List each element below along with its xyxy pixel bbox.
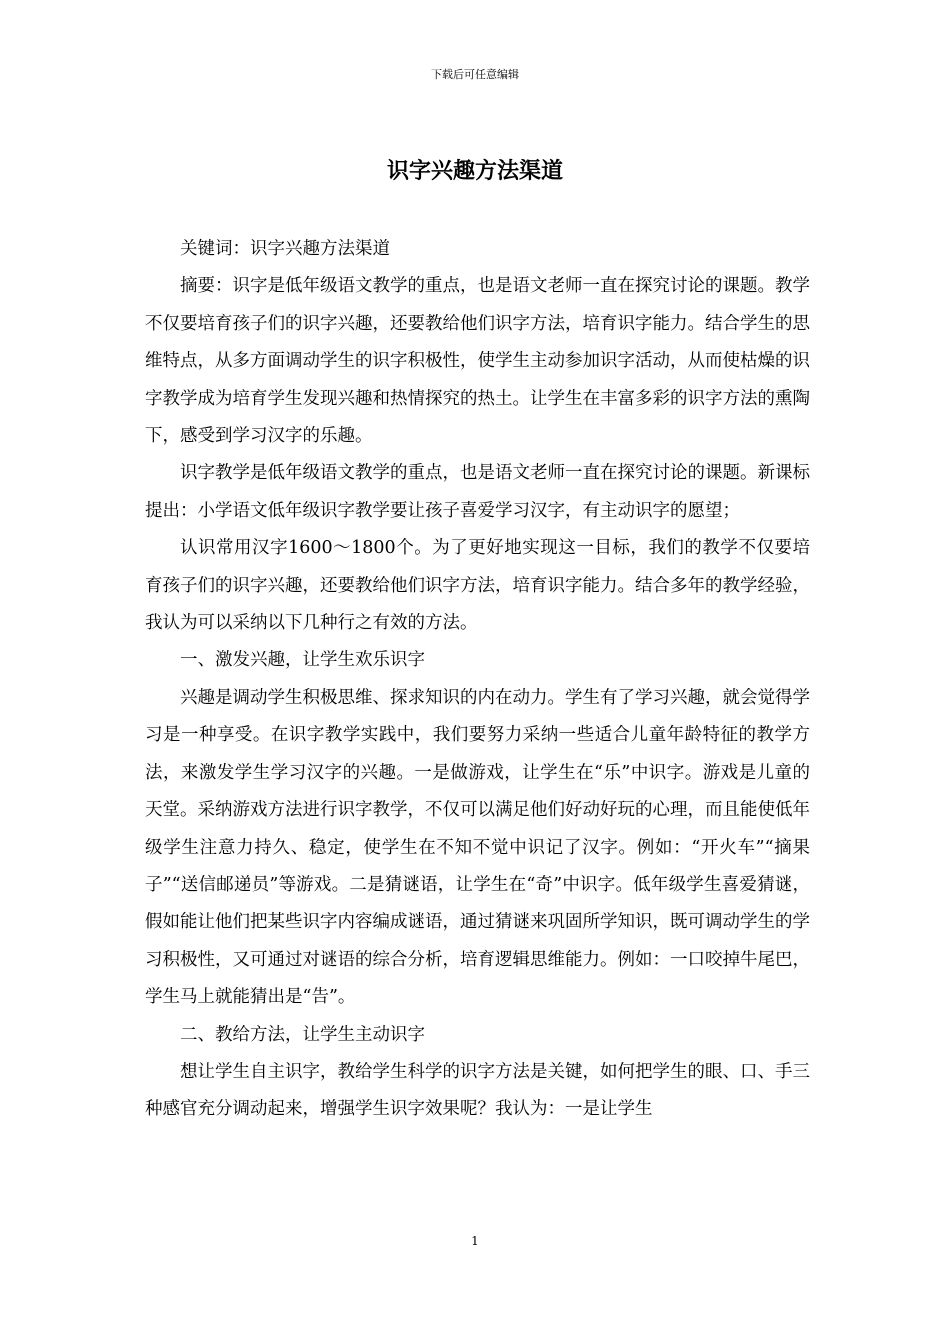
abstract-paragraph: 摘要：识字是低年级语文教学的重点，也是语文老师一直在探究讨论的课题。教学不仅要培育孩子们的识字兴趣，还要教给他们识字方法，培育识字能力。结合学生的思维特点，从多方面调动学生的识字积极性，使学生主动参加识字活动，从而使枯燥的识字教学成为培育学生发现兴趣和热情探究的热土。让学生在丰富多彩的识字方法的熏陶下，感受到学习汉字的乐趣。 xyxy=(145,276,810,447)
body-paragraph: 识字教学是低年级语文教学的重点，也是语文老师一直在探究讨论的课题。新课标提出：小学语文低年级识字教学要让孩子喜爱学习汉字，有主动识字的愿望； xyxy=(145,463,810,521)
section-heading: 一、激发兴趣，让学生欢乐识字 xyxy=(180,650,425,671)
document-body xyxy=(145,231,810,1129)
body-paragraph: 认识常用汉字1600～1800个。为了更好地实现这一目标，我们的教学不仅要培育孩子们的识字兴趣，还要教给他们识字方法，培育识字能力。结合多年的教学经验，我认为可以采纳以下几种行之有效的方法。 xyxy=(145,538,810,634)
page-header: 下载后可任意编辑 xyxy=(431,68,519,81)
body-paragraph: 兴趣是调动学生积极思维、探求知识的内在动力。学生有了学习兴趣，就会觉得学习是一种享受。在识字教学实践中，我们要努力采纳一些适合儿童年龄特征的教学方法，来激发学生学习汉字的兴趣。一是做游戏，让学生在“乐”中识字。游戏是儿童的天堂。采纳游戏方法进行识字教学，不仅可以满足他们好动好玩的心理，而且能使低年级学生注意力持久、稳定，使学生在不知不觉中识记了汉字。例如：“开火车”“摘果子”“送信邮递员”等游戏。二是猜谜语，让学生在“奇”中识字。低年级学生喜爱猜谜，假如能让他们把某些识字内容编成谜语，通过猜谜来巩固所学知识，既可调动学生的学习积极性，又可通过对谜语的综合分析，培育逻辑思维能力。例如：一口咬掉牛尾巴，学生马上就能猜出是“告”。 xyxy=(145,687,810,1008)
section-heading: 二、教给方法，让学生主动识字 xyxy=(180,1024,425,1045)
document-title: 识字兴趣方法渠道 xyxy=(386,158,563,184)
body-paragraph: 想让学生自主识字，教给学生科学的识字方法是关键，如何把学生的眼、口、手三种感官充分调动起来，增强学生识字效果呢？我认为：一是让学生 xyxy=(145,1061,810,1120)
page-number: 1 xyxy=(471,1234,479,1248)
keywords-paragraph: 关键词：识字兴趣方法渠道 xyxy=(180,239,390,259)
